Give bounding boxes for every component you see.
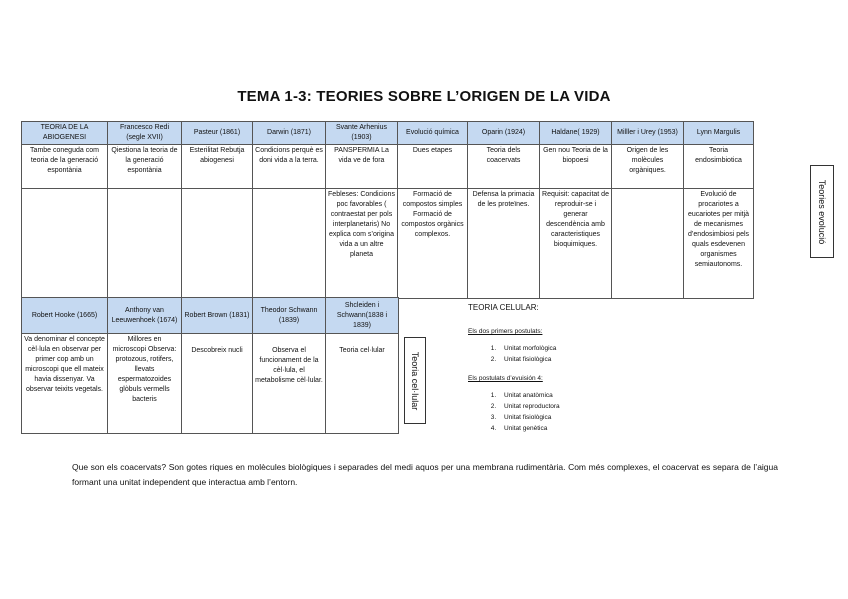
header-cell: Francesco Redi (segle XVII) xyxy=(108,122,182,145)
table-cell: Esterilitat Rebutja abiogenesi xyxy=(182,145,253,189)
origin-theories-table xyxy=(21,121,754,299)
header-cell: Pasteur (1861) xyxy=(182,122,253,145)
header-cell: Oparin (1924) xyxy=(468,122,540,145)
table-cell xyxy=(182,189,253,299)
header-cell: Svante Arhenius (1903) xyxy=(326,122,398,145)
coacervates-paragraph: Que son els coacervats? Son gotes riques en molècules biològiques i separades del medi aquos per una membrana rudimentària. Com més complexes, el coacervat es separa de l’aigua formant una unitat independent que interactua amb l’entorn. xyxy=(72,462,778,487)
list-item: 4. Unitat genètica xyxy=(498,423,768,434)
header-cell: Darwin (1871) xyxy=(253,122,326,145)
table-cell xyxy=(108,189,182,299)
cell-theory-panel xyxy=(468,303,768,444)
cell-theory-label-box xyxy=(404,337,426,424)
table-cell: Millores en microscopi Observa: protozous, rotifers, llevats espermatozoides glòbuls vermells bacteris xyxy=(108,334,182,434)
table-cell xyxy=(22,189,108,299)
header-cell: Milller i Urey (1953) xyxy=(612,122,684,145)
cell-theory-table xyxy=(21,297,399,434)
table-cell: Descobreix nucli xyxy=(182,334,253,434)
table-cell: Dues etapes xyxy=(398,145,468,189)
first-postulates-list xyxy=(468,343,768,365)
table-cell xyxy=(612,189,684,299)
table-cell: Origen de les molècules orgàniques. xyxy=(612,145,684,189)
table-cell: Va denominar el concepte cèl·lula en observar per primer cop amb un microscopi que ell mateix havia dissenyar. Va observar teixits vegetals. xyxy=(22,334,108,434)
header-cell: Theodor Schwann (1839) xyxy=(253,298,326,334)
header-cell: Evolució química xyxy=(398,122,468,145)
header-cell: Anthony van Leeuwenhoek (1674) xyxy=(108,298,182,334)
table-cell: Febleses: Condicions poc favorables ( contraestat per pols interplanetaris) No explica com s’origina vida a un altre planeta xyxy=(326,189,398,299)
list-item: 1. Unitat anatòmica xyxy=(498,390,768,401)
table-cell: Evolució de procariotes a eucariotes per mitjà de mecanismes d’endosimbiosi pels quals esdevenen organismes semiautonoms. xyxy=(684,189,754,299)
list-item: 2. Unitat reproductora xyxy=(498,401,768,412)
table-cell: Formació de compostos simples Formació de compostos orgànics complexos. xyxy=(398,189,468,299)
table-cell xyxy=(253,189,326,299)
header-cell: Robert Brown (1831) xyxy=(182,298,253,334)
cell-theory-label: Teoria cel·lular xyxy=(410,351,420,410)
header-cell: Robert Hooke (1665) xyxy=(22,298,108,334)
table-cell: Requisit: capacitat de reproduir-se i generar descendència amb caracteristiques bioquimiques. xyxy=(540,189,612,299)
header-cell: TEORIA DE LA ABIOGENESI xyxy=(22,122,108,145)
table-cell: PANSPERMIA La vida ve de fora xyxy=(326,145,398,189)
table-cell: Tambe coneguda com teoria de la generació espontània xyxy=(22,145,108,189)
evolved-postulates-heading: Els postulats d’evuisión 4: xyxy=(468,375,543,382)
first-postulates-heading: Els dos primers postulats: xyxy=(468,328,543,335)
list-item: 1. Unitat morfològica xyxy=(498,343,768,354)
page-title: TEMA 1-3: TEORIES SOBRE L’ORIGEN DE LA VIDA xyxy=(237,88,611,105)
table-cell: Teoria dels coacervats xyxy=(468,145,540,189)
header-cell: Shcleiden i Schwann(1838 i 1839) xyxy=(326,298,399,334)
header-cell: Haldane( 1929) xyxy=(540,122,612,145)
table-cell: Gen nou Teoria de la biopoesi xyxy=(540,145,612,189)
list-item: 3. Unitat fisiològica xyxy=(498,412,768,423)
theories-evolution-label-box xyxy=(810,165,834,258)
table-cell: Observa el funcionament de la cèl·lula, el metabolisme cèl·lular. xyxy=(253,334,326,434)
table-cell: Defensa la primacia de les proteïnes. xyxy=(468,189,540,299)
table-cell: Condicions perquè es doni vida a la terra. xyxy=(253,145,326,189)
list-item: 2. Unitat fisiològica xyxy=(498,354,768,365)
theories-evolution-label: Teories evolució xyxy=(817,179,827,244)
cell-theory-title: TEORIA CELULAR: xyxy=(468,303,539,312)
header-cell: Lynn Margulis xyxy=(684,122,754,145)
table-cell: Teoria cel·lular xyxy=(326,334,399,434)
table-cell: Teoria endosimbiotica xyxy=(684,145,754,189)
evolved-postulates-list xyxy=(468,390,768,434)
table-cell: Qiestiona la teoria de la generació espontània xyxy=(108,145,182,189)
